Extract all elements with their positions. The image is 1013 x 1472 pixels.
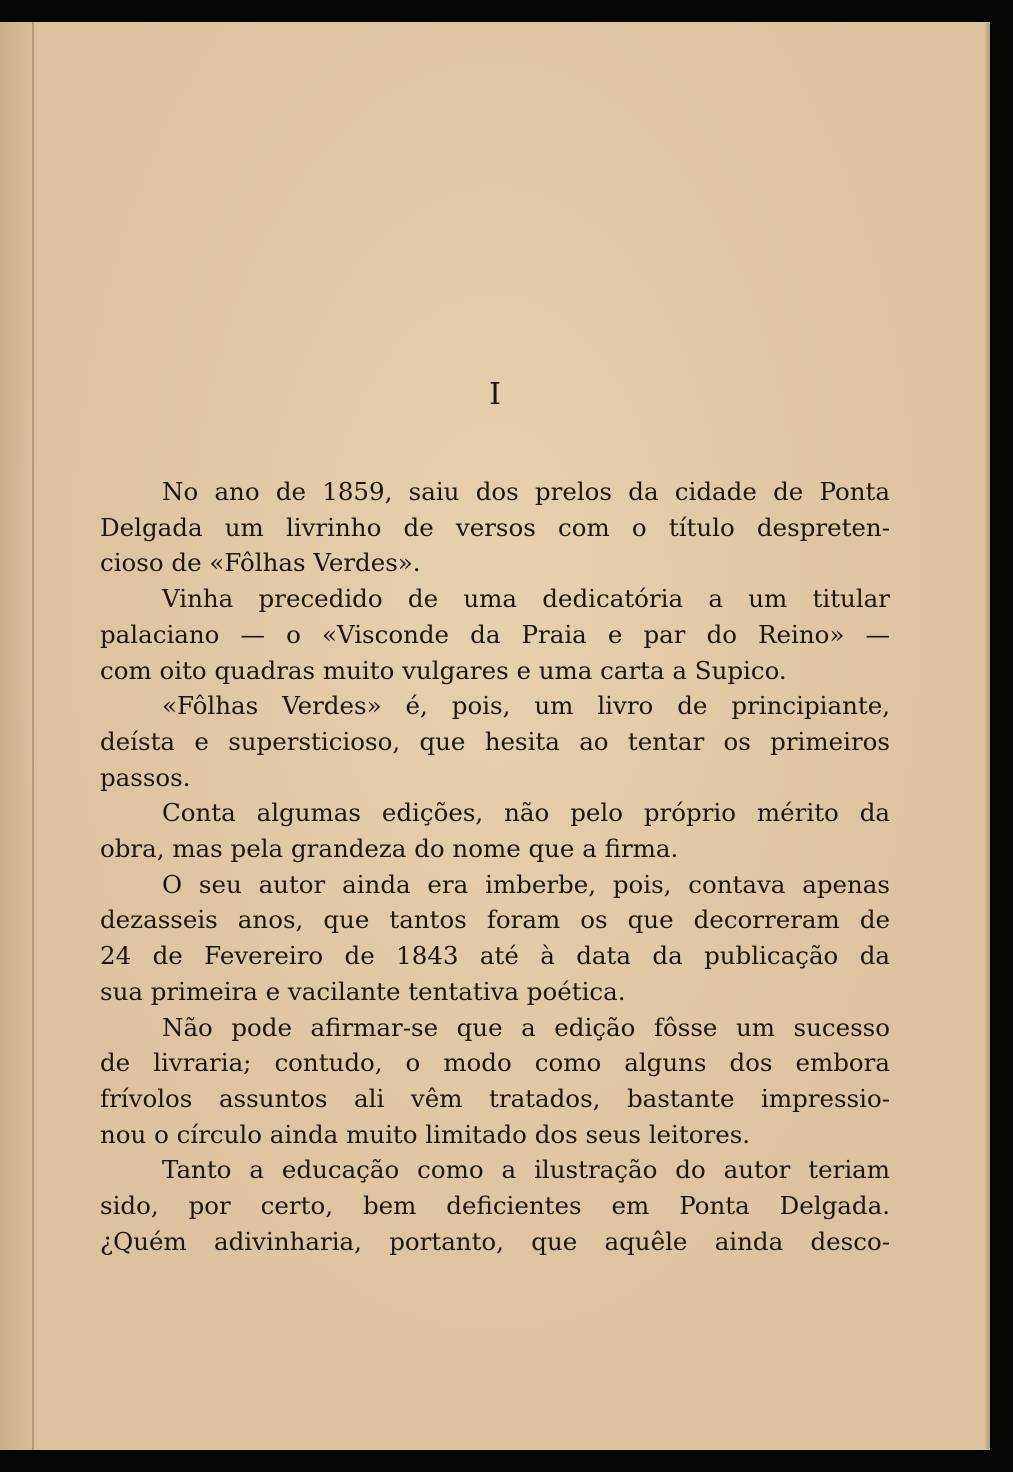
text-line: obra, mas pela grandeza do nome que a firma.: [100, 834, 679, 864]
book-page: [0, 22, 990, 1450]
text-line: dezasseis anos, que tantos foram os que decorreram de: [100, 905, 890, 935]
text-line: Não pode afirmar-se que a edição fôsse um sucesso: [162, 1012, 890, 1042]
text-line: Vinha precedido de uma dedicatória a um titular: [162, 584, 890, 614]
text-line: Tanto a educação como a ilustração do autor teriam: [162, 1155, 890, 1185]
text-line: frívolos assuntos ali vêm tratados, bastante impressio-: [100, 1083, 890, 1113]
text-line: cioso de «Fôlhas Verdes».: [100, 548, 421, 578]
text-line: deísta e supersticioso, que hesita ao tentar os primeiros: [100, 726, 890, 756]
text-line: O seu autor ainda era imberbe, pois, contava apenas: [162, 869, 890, 899]
text-line: passos.: [100, 762, 191, 792]
text-line: sido, por certo, bem deficientes em Ponta Delgada.: [100, 1191, 890, 1221]
page-gutter: [32, 22, 34, 1450]
chapter-heading: I: [489, 377, 501, 412]
text-line: de livraria; contudo, o modo como alguns dos embora: [100, 1048, 890, 1078]
text-line: nou o círculo ainda muito limitado dos seus leitores.: [100, 1119, 751, 1149]
body-text: [100, 474, 890, 1259]
text-line: «Fôlhas Verdes» é, pois, um livro de principiante,: [162, 691, 890, 721]
text-line: 24 de Fevereiro de 1843 até à data da publicação da: [100, 941, 890, 971]
text-line: No ano de 1859, saiu dos prelos da cidade de Ponta: [162, 477, 890, 506]
page-edge-shadow: [984, 22, 990, 1450]
text-line: palaciano — o «Visconde da Praia e par do Reino» —: [100, 619, 890, 649]
text-line: Delgada um livrinho de versos com o título despreten-: [100, 512, 890, 542]
text-line: sua primeira e vacilante tentativa poética.: [100, 976, 626, 1006]
text-line: com oito quadras muito vulgares e uma carta a Supico.: [100, 655, 787, 685]
text-line: ¿Quém adivinharia, portanto, que aquêle ainda desco-: [100, 1226, 890, 1256]
text-line: Conta algumas edições, não pelo próprio mérito da: [162, 798, 890, 828]
